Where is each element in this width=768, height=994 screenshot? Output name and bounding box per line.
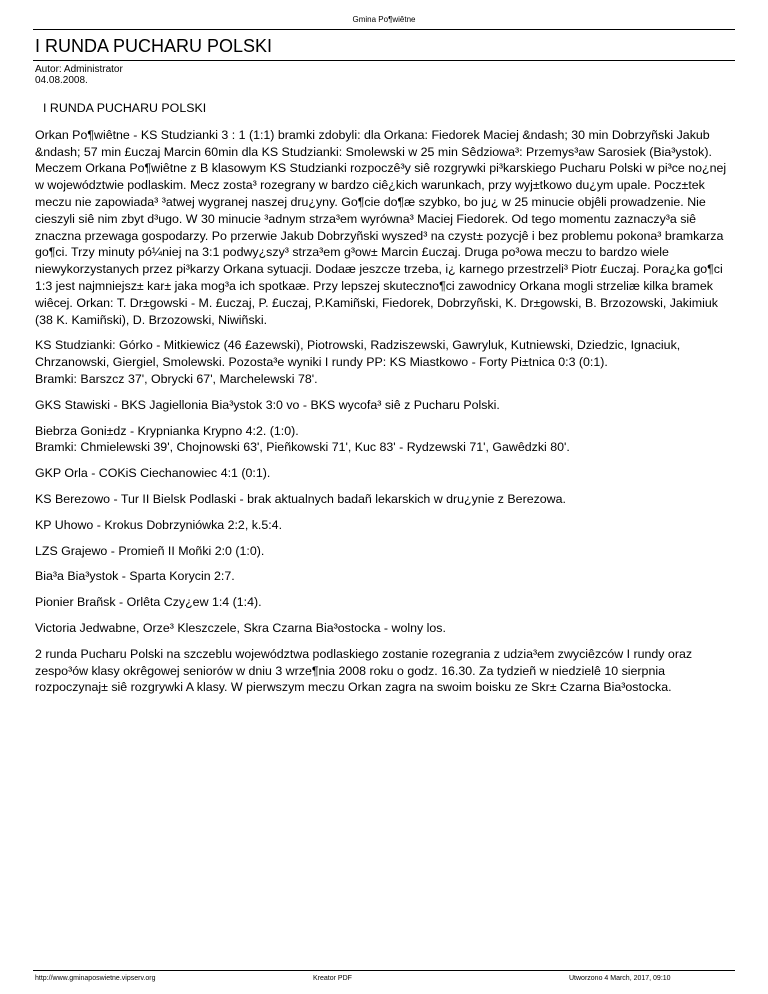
footer-generator: Kreator PDF [313, 975, 352, 982]
lineup-studzianki: KS Studzianki: Górko - Mitkiewicz (46 £azewski), Piotrowski, Radziszewski, Gawryluk, Kutniewski, Dziedzic, Ignaciuk, Chrzanowski, Giergiel, Smolewski. Pozosta³e wyniki I rundy PP: KS Miastkowo - Forty Pi±tnica 0:3 (0:1). [35, 338, 681, 370]
header-divider [33, 29, 735, 30]
result-item: Bia³a Bia³ystok - Sparta Korycin 2:7. [35, 569, 235, 584]
result-goals: Bramki: Barszcz 37', Obrycki 67', Marchelewski 78'. [35, 371, 318, 386]
result-item: Victoria Jedwabne, Orze³ Kleszczele, Skra Czarna Bia³ostocka - wolny los. [35, 620, 446, 635]
article-author: Autor: Administrator [35, 64, 123, 75]
match-report-text: Meczem Orkana Po¶wiêtne z B klasowym KS Studzianki rozpoczê³y siê rozgrywki pi³karskiego Pucharu Polski w pi³ce no¿nej w województwie podlaskim. Mecz zosta³ rozegrany w bardzo ciê¿kich warunkach, przy wyj±tkowo du¿ym upale. Pocz±tek meczu nie zapowiada³ ³atwej wygranej naszej dru¿yny. Go¶cie do¶æ szybko, bo ju¿ w 25 minucie objêli prowadzenie. Nie cieszyli siê nim zbyt d³ugo. W 30 minucie ³adnym strza³em wyrówna³ Maciej Fiedorek. Od tego momentu zaznaczy³a siê znaczna przewaga gospodarzy. Po przerwie Jakub Dobrzyñski wyszed³ na czyst± pozycjê i bez problemu pokona³ bramkarza go¶ci. Trzy minuty pó¼niej na 3:1 podwy¿szy³ strza³em g³ow± Marcin £uczaj. Druga po³owa meczu to bardzo wiele niewykorzystanych przez pi³karzy Orkana sytuacji. Dodaæ jeszcze trzeba, i¿ karnego przestrzeli³ Piotr £uczaj. Pora¿ka go¶ci 1:3 jest najmniejsz± kar± jaka mog³a ich spotkaæ. Przy lepszej skuteczno¶ci zawodnicy Orkana mogli strzeliæ kilka bramek wiêcej. Orkan: T. Dr±gowski - M. £uczaj, P. £uczaj, P.Kamiñski, Fiedorek, Dobrzyñski, K. Dr±gowski, B. Brzozowski, Jakimiuk (38 K. Kamiñski), D. Brzozowski, Niwiñski. [35, 161, 727, 327]
article-title: I RUNDA PUCHARU POLSKI [35, 36, 273, 56]
article-subtitle: I RUNDA PUCHARU POLSKI [43, 101, 207, 115]
result-item: LZS Grajewo - Promieñ II Moñki 2:0 (1:0). [35, 543, 265, 558]
footer-url[interactable]: http://www.gminaposwietne.vipserv.org [35, 975, 156, 982]
title-divider [33, 60, 735, 61]
result-item: GKS Stawiski - BKS Jagiellonia Bia³ystok 3:0 vo - BKS wycofa³ siê z Pucharu Polski. [35, 397, 500, 412]
footer-divider [33, 970, 735, 971]
match-report-summary: Orkan Po¶wiêtne - KS Studzianki 3 : 1 (1:1) bramki zdobyli: dla Orkana: Fiedorek Maciej &ndash; 30 min Dobrzyñski Jakub &ndash; 57 min £uczaj Marcin 60min dla KS Studzianki: Smolewski w 25 min Sêdziowa³: Przemys³aw Sarosiek (Bia³ystok). [35, 127, 712, 159]
footer-created: Utworzono 4 March, 2017, 09:10 [569, 975, 671, 982]
result-item: Biebrza Goni±dz - Krypnianka Krypno 4:2. (1:0). [35, 423, 299, 438]
next-round-info: 2 runda Pucharu Polski na szczeblu województwa podlaskiego zostanie rozegrania z udzia³em zwyciêzców I rundy oraz zespo³ów klasy okrêgowej seniorów w dniu 3 wrze¶nia 2008 roku o godz. 16.30. Za tydzieñ w niedzielê 10 sierpnia rozpoczynaj± siê rozgrywki A klasy. W pierwszym meczu Orkan zagra na swoim boisku ze Skr± Czarna Bia³ostocka. [35, 646, 693, 695]
result-goals: Bramki: Chmielewski 39', Chojnowski 63', Pieñkowski 71', Kuc 83' - Rydzewski 71', Gawêdzki 80'. [35, 440, 570, 455]
result-item: KS Berezowo - Tur II Bielsk Podlaski - brak aktualnych badañ lekarskich w dru¿ynie z Berezowa. [35, 491, 566, 506]
result-item: KP Uhowo - Krokus Dobrzyniówka 2:2, k.5:4. [35, 517, 283, 532]
result-item: GKP Orla - COKiS Ciechanowiec 4:1 (0:1). [35, 466, 271, 481]
result-item: Pionier Brañsk - Orlêta Czy¿ew 1:4 (1:4). [35, 595, 262, 610]
article-body [35, 100, 735, 705]
site-header: Gmina Po¶wiêtne [352, 15, 416, 24]
article-date: 04.08.2008. [35, 75, 88, 86]
